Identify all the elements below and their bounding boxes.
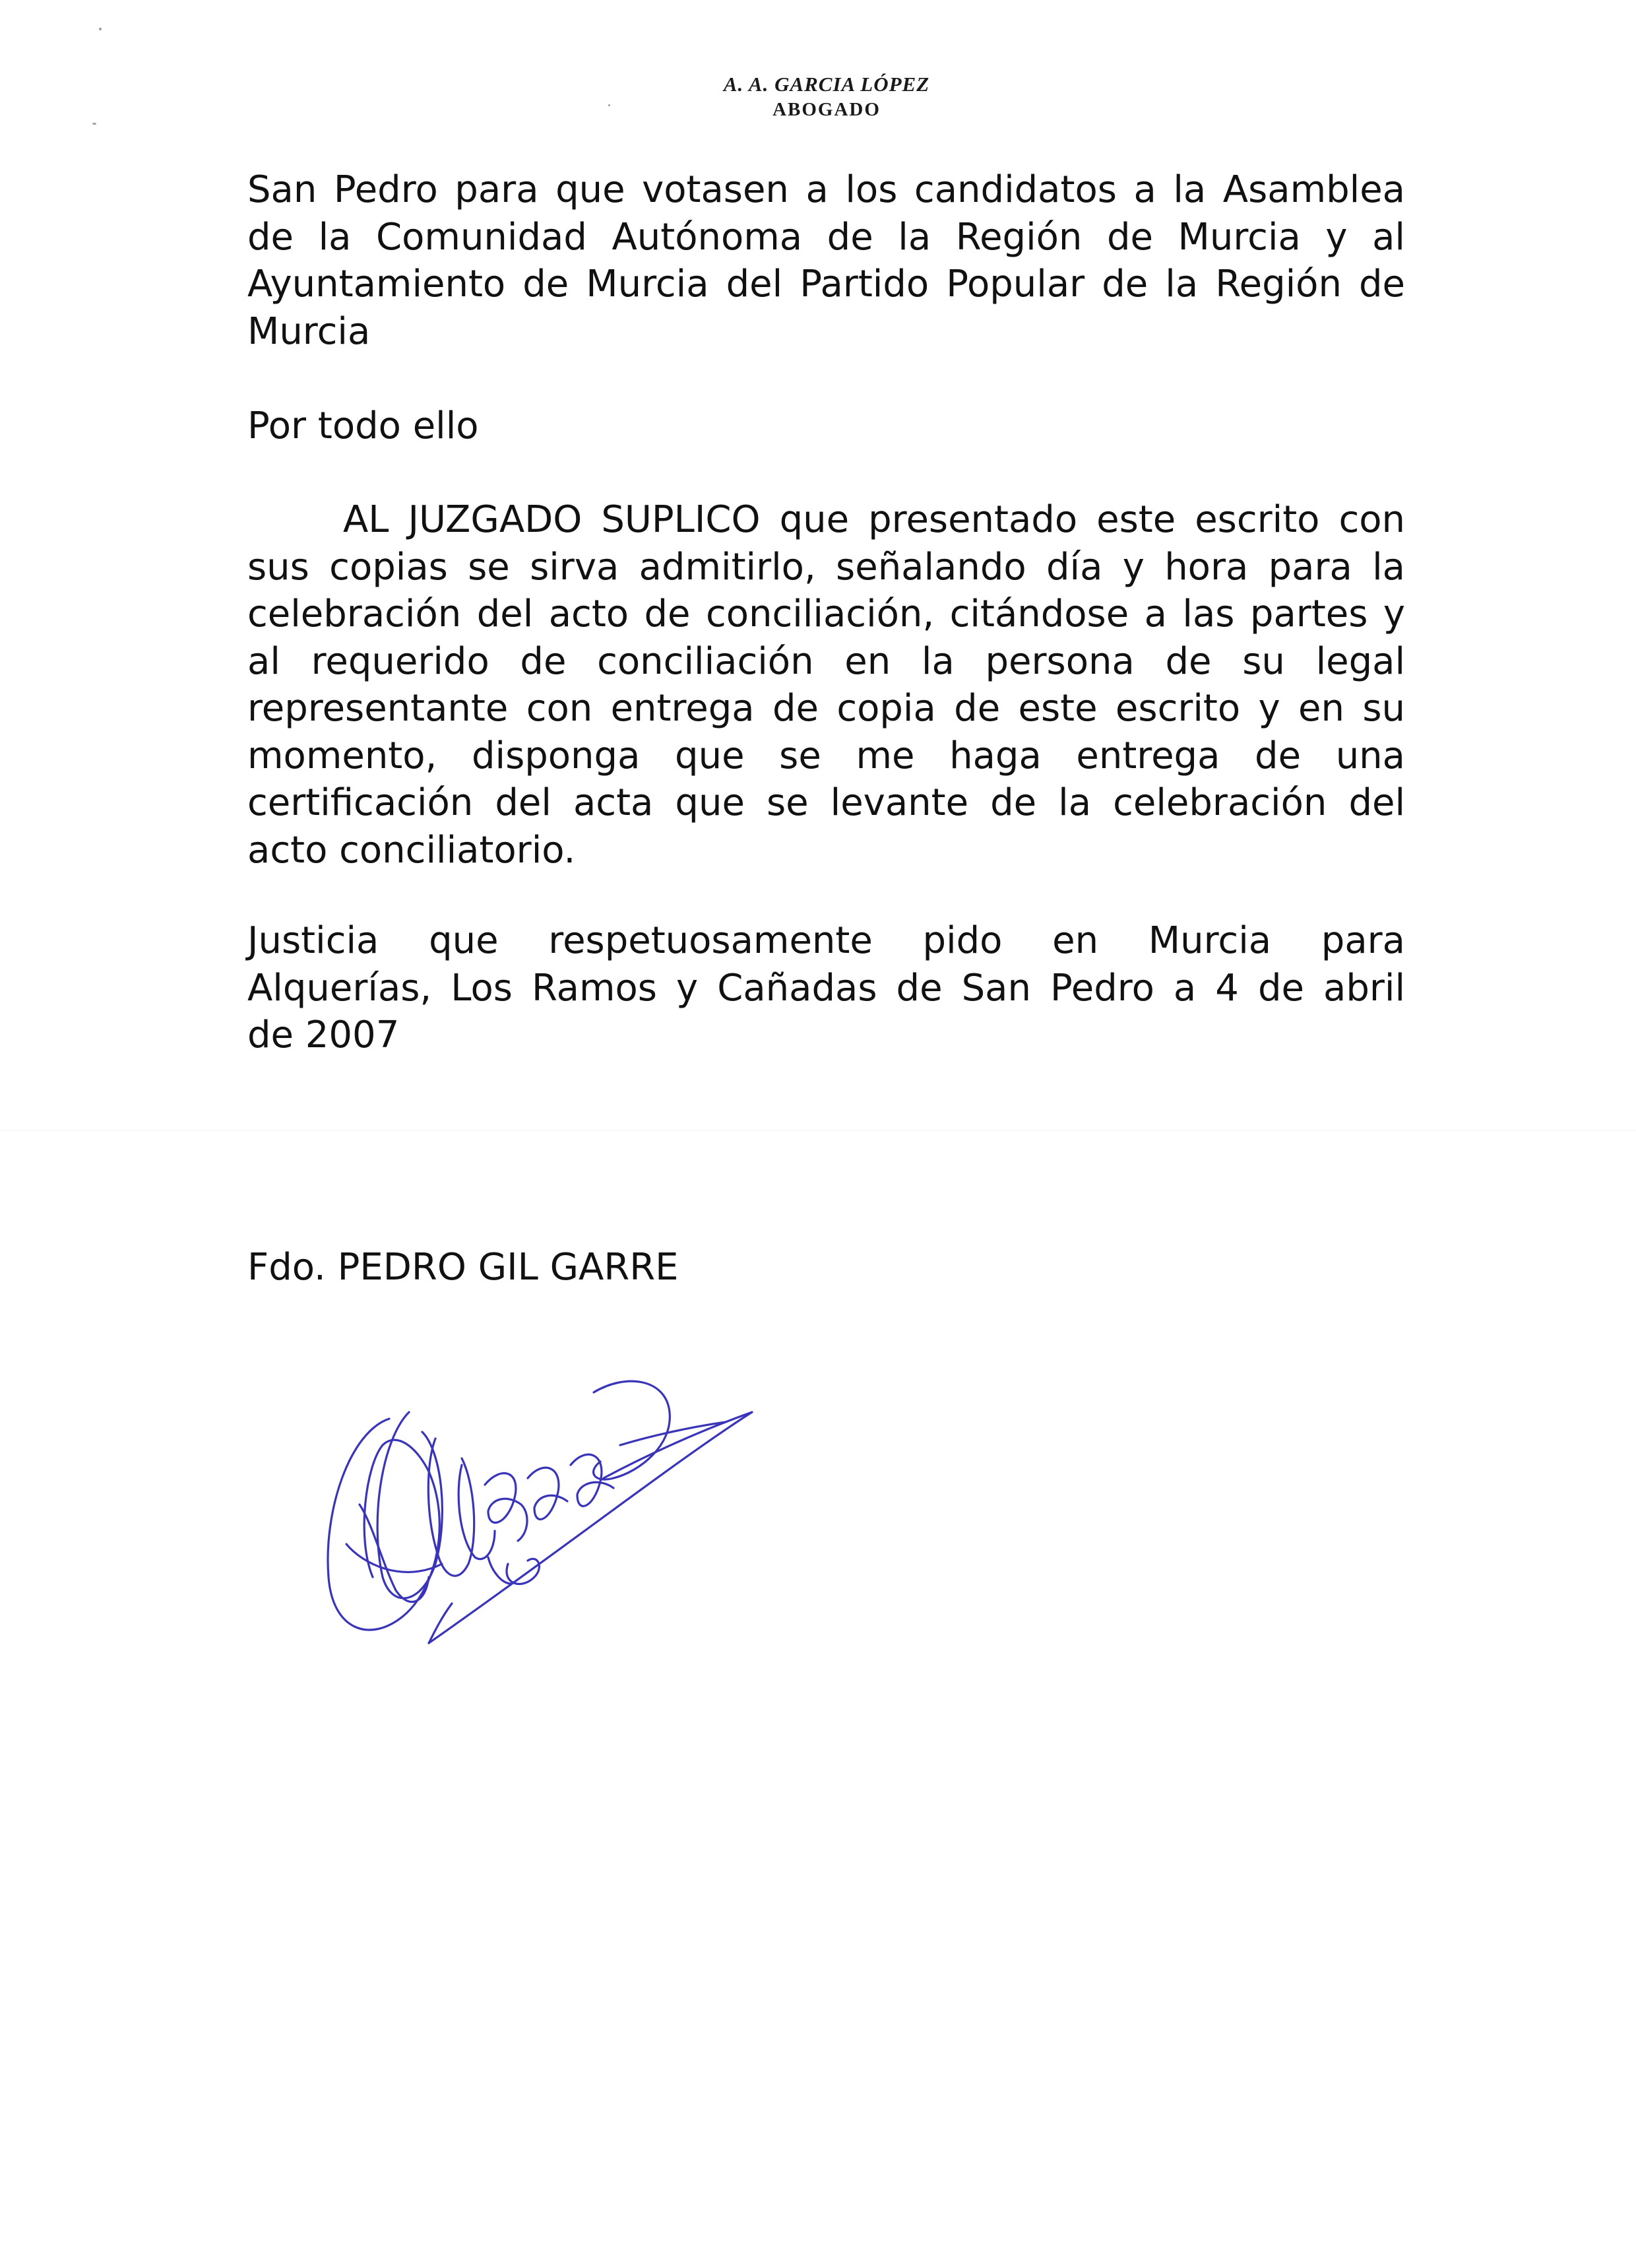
text-line: Ayuntamiento de Murcia del Partido Popular de la Región de	[247, 263, 1405, 306]
text-line: Justicia que respetuosamente pido en Murcia para	[247, 919, 1405, 962]
text-line: AL JUZGADO SUPLICO que presentado este escrito con	[343, 498, 1405, 541]
letterhead-name: A. A. GARCIA LÓPEZ	[723, 73, 930, 96]
paragraph-request	[247, 496, 1405, 874]
letterhead-title: ABOGADO	[772, 99, 881, 120]
text-line: de 2007	[247, 1014, 400, 1056]
paragraph-transition	[247, 403, 1405, 450]
text-line: celebración del acto de conciliación, citándose a las partes y	[247, 593, 1405, 635]
text-line: al requerido de conciliación en la persona de su legal	[247, 639, 1405, 683]
text-line: sus copias se sirva admitirlo, señalando día y hora para la	[247, 545, 1405, 589]
text-line: representante con entrega de copia de este escrito y en su	[247, 687, 1405, 730]
paper-speck	[608, 104, 610, 106]
text-line: Por todo ello	[247, 405, 479, 447]
text-line: San Pedro para que votasen a los candidatos a la Asamblea	[247, 168, 1405, 211]
handwritten-signature	[310, 1366, 759, 1669]
signed-by	[247, 1244, 1405, 1291]
text-line: momento, disponga que se me haga entrega de una	[247, 734, 1405, 777]
paragraph-closing	[247, 917, 1405, 1059]
paragraph-continuation	[247, 166, 1405, 355]
paper-speck	[99, 28, 102, 30]
paper-speck	[92, 123, 96, 125]
text-line: de la Comunidad Autónoma de la Región de Murcia y al	[247, 215, 1405, 259]
signed-by-text: Fdo. PEDRO GIL GARRE	[247, 1246, 679, 1289]
paper-fold-line	[0, 1130, 1636, 1132]
text-line: Murcia	[247, 309, 371, 353]
text-line: certificación del acta que se levante de la celebración del	[247, 781, 1405, 824]
text-line: Alquerías, Los Ramos y Cañadas de San Pedro a 4 de abril	[247, 966, 1405, 1010]
letterhead	[0, 71, 1636, 121]
text-line: acto conciliatorio.	[247, 828, 576, 872]
